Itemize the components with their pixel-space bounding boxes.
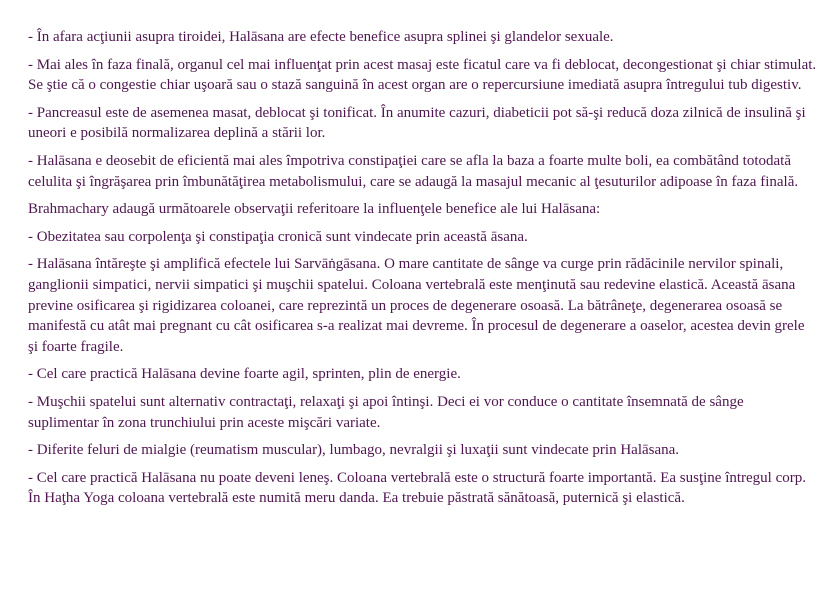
- paragraph-brahmachary-intro: Brahmachary adaugă următoarele observaţii referitoare la influenţele benefice ale lui Halāsana:: [28, 201, 601, 218]
- article-body: [28, 27, 818, 516]
- paragraph-spine: - Halāsana întăreşte şi amplifică efectele lui Sarvāṅgāsana. O mare cantitate de sânge va curge prin rădăcinile nervilor spinali, ganglionii simpatici, nervii simpatici şi muşchii spatelui. Coloana vertebrală este menţinută sau redevine elastică. Această āsana previne osificarea şi rigidizarea coloanei, care reprezintă un proces de degenerare osoasă. La bătrâneţe, degenerarea osoasă se manifestă cu atât mai pregnant cu cât osificarea s-a realizat mai devreme. În procesul de degenerare a oaselor, acestea devin grele şi foarte fragile.: [28, 256, 805, 355]
- paragraph-agility: - Cel care practică Halāsana devine foarte agil, sprinten, plin de energie.: [28, 366, 461, 383]
- paragraph-constipation: - Halāsana e deosebit de eficientă mai ales împotriva constipaţiei care se afla la baza a foarte multe boli, ea combătând totodată celulita şi îngrăşarea prin îmbunătăţirea metabolismului, care se adaugă la masajul mecanic al ţesuturilor adipoase în faza finală.: [28, 152, 799, 190]
- paragraph-meru-danda: - Cel care practică Halāsana nu poate deveni leneş. Coloana vertebrală este o structură foarte importantă. Ea susţine întregul corp. În Haţha Yoga coloana vertebrală este numită meru danda. Ea trebuie păstrată sănătoasă, puternică şi elastică.: [28, 469, 807, 507]
- paragraph-thyroid-spleen: - În afara acţiunii asupra tiroidei, Halāsana are efecte benefice asupra splinei şi glandelor sexuale.: [28, 29, 614, 45]
- paragraph-back-muscles: - Muşchii spatelui sunt alternativ contractaţi, relaxaţi şi apoi întinşi. Deci ei vor conduce o cantitate însemnată de sânge suplimentar în zona trunchiului prin aceste mişcări variate.: [28, 393, 744, 431]
- paragraph-liver: - Mai ales în faza finală, organul cel mai influenţat prin acest masaj este ficatul care va fi deblocat, decongestionat şi chiar stimulat. Se ştie că o congestie chiar uşoară sau o stază sanguină în acest organ are o repercursiune imediată asupra întregului tub digestiv.: [28, 56, 817, 94]
- paragraph-obesity: - Obezitatea sau corpolenţa şi constipaţia cronică sunt vindecate prin această āsana.: [28, 228, 528, 245]
- paragraph-pancreas: - Pancreasul este de asemenea masat, deblocat şi tonificat. În anumite cazuri, diabeticii pot să-şi reducă doza zilnică de insulină şi uneori e posibilă normalizarea deplină a stării lor.: [28, 104, 806, 142]
- paragraph-myalgia: - Diferite feluri de mialgie (reumatism muscular), lumbago, nevralgii şi luxaţii sunt vindecate prin Halāsana.: [28, 442, 680, 459]
